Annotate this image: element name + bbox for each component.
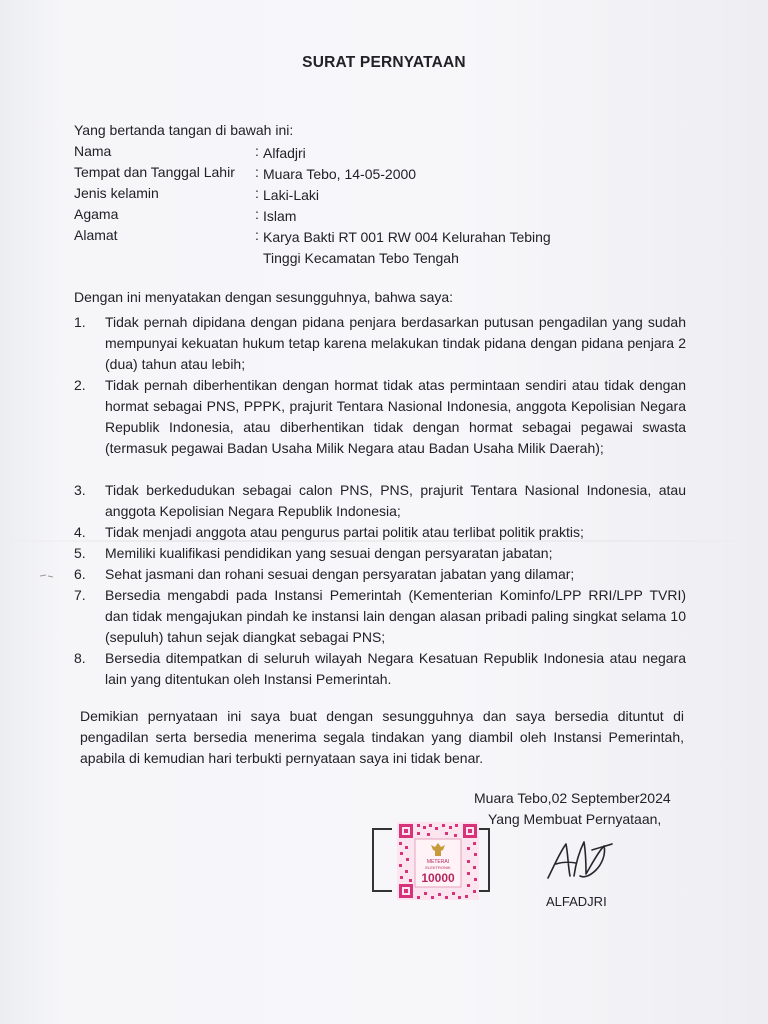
identity-colon: : bbox=[255, 206, 259, 222]
item-text: Memiliki kualifikasi pendidikan yang sesuai dengan persyaratan jabatan; bbox=[105, 545, 553, 561]
document-title: SURAT PERNYATAAN bbox=[302, 54, 466, 71]
identity-label: Nama bbox=[74, 143, 112, 159]
identity-label: Agama bbox=[74, 206, 119, 222]
e-meterai-stamp bbox=[397, 822, 479, 900]
item-number: 4. bbox=[74, 524, 86, 540]
item-text: Tidak pernah diberhentikan dengan hormat tidak atas permintaan sendiri atau tidak dengan hormat sebagai PNS, PPPK, prajurit Tentara Nasional Indonesia, anggota Kepolisian Negara Republik Indonesia, atau diberhentikan tidak dengan hormat sebagai pegawai swasta (termasuk pegawai Badan Usaha Milik Negara atau Badan Usaha Milik Daerah); bbox=[105, 377, 686, 456]
signatory-name: ALFADJRI bbox=[546, 894, 607, 909]
identity-colon: : bbox=[255, 143, 259, 159]
identity-colon: : bbox=[255, 185, 259, 201]
item-number: 3. bbox=[74, 482, 86, 498]
stamp-label-mid: ELEKTRONIK bbox=[425, 865, 451, 870]
item-text: Sehat jasmani dan rohani sesuai dengan persyaratan jabatan yang dilamar; bbox=[105, 566, 575, 582]
signature-place-date: Muara Tebo,02 September2024 bbox=[474, 790, 671, 806]
statement-lead: Dengan ini menyatakan dengan sesungguhnya, bahwa saya: bbox=[74, 289, 454, 305]
handwritten-signature bbox=[540, 832, 620, 888]
identity-label: Alamat bbox=[74, 227, 118, 243]
item-text: Bersedia ditempatkan di seluruh wilayah Negara Kesatuan Republik Indonesia atau negara lain yang ditentukan oleh Instansi Pemerintah. bbox=[105, 650, 686, 687]
item-number: 1. bbox=[74, 314, 86, 330]
signature-role: Yang Membuat Pernyataan, bbox=[488, 811, 662, 827]
identity-colon: : bbox=[255, 227, 259, 243]
stamp-bracket-left bbox=[372, 828, 392, 892]
item-number: 5. bbox=[74, 545, 86, 561]
item-number: 6. bbox=[74, 566, 86, 582]
identity-label: Jenis kelamin bbox=[74, 185, 159, 201]
item-text: Tidak menjadi anggota atau pengurus partai politik atau terlibat politik praktis; bbox=[105, 524, 584, 540]
identity-value: Islam bbox=[263, 208, 297, 224]
closing-paragraph: Demikian pernyataan ini saya buat dengan sesungguhnya dan saya bersedia dituntut di pengadilan serta bersedia menerima segala tindakan yang diambil oleh Instansi Pemerintah, apabila di kemudian hari terbukti pernyataan saya ini tidak benar. bbox=[80, 708, 684, 766]
stamp-label-top: METERAI bbox=[426, 859, 450, 865]
item-number: 7. bbox=[74, 587, 86, 603]
paper-speck bbox=[40, 574, 54, 578]
intro-text: Yang bertanda tangan di bawah ini: bbox=[74, 122, 294, 138]
identity-value: Muara Tebo, 14-05-2000 bbox=[263, 166, 417, 182]
item-text: Bersedia mengabdi pada Instansi Pemerintah (Kementerian Kominfo/LPP RRI/LPP TVRI) dan tidak mengajukan pindah ke instansi lain dengan alasan pribadi paling singkat selama 10 (sepuluh) tahun sejak diangkat sebagai PNS; bbox=[105, 587, 686, 645]
identity-value: Karya Bakti RT 001 RW 004 Kelurahan Tebing Tinggi Kecamatan Tebo Tengah bbox=[263, 229, 551, 266]
identity-value: Laki-Laki bbox=[263, 187, 320, 203]
stamp-amount: 10000 bbox=[421, 871, 455, 885]
item-text: Tidak pernah dipidana dengan pidana penjara berdasarkan putusan pengadilan yang sudah mempunyai kekuatan hukum tetap karena melakukan tindak pidana dengan pidana penjara 2 (dua) tahun atau lebih; bbox=[105, 314, 686, 372]
identity-label: Tempat dan Tanggal Lahir bbox=[74, 164, 235, 180]
item-text: Tidak berkedudukan sebagai calon PNS, PNS, prajurit Tentara Nasional Indonesia, atau anggota Kepolisian Negara Republik Indonesia; bbox=[105, 482, 686, 519]
identity-colon: : bbox=[255, 164, 259, 180]
identity-value: Alfadjri bbox=[263, 145, 306, 161]
item-number: 2. bbox=[74, 377, 86, 393]
item-number: 8. bbox=[74, 650, 86, 666]
